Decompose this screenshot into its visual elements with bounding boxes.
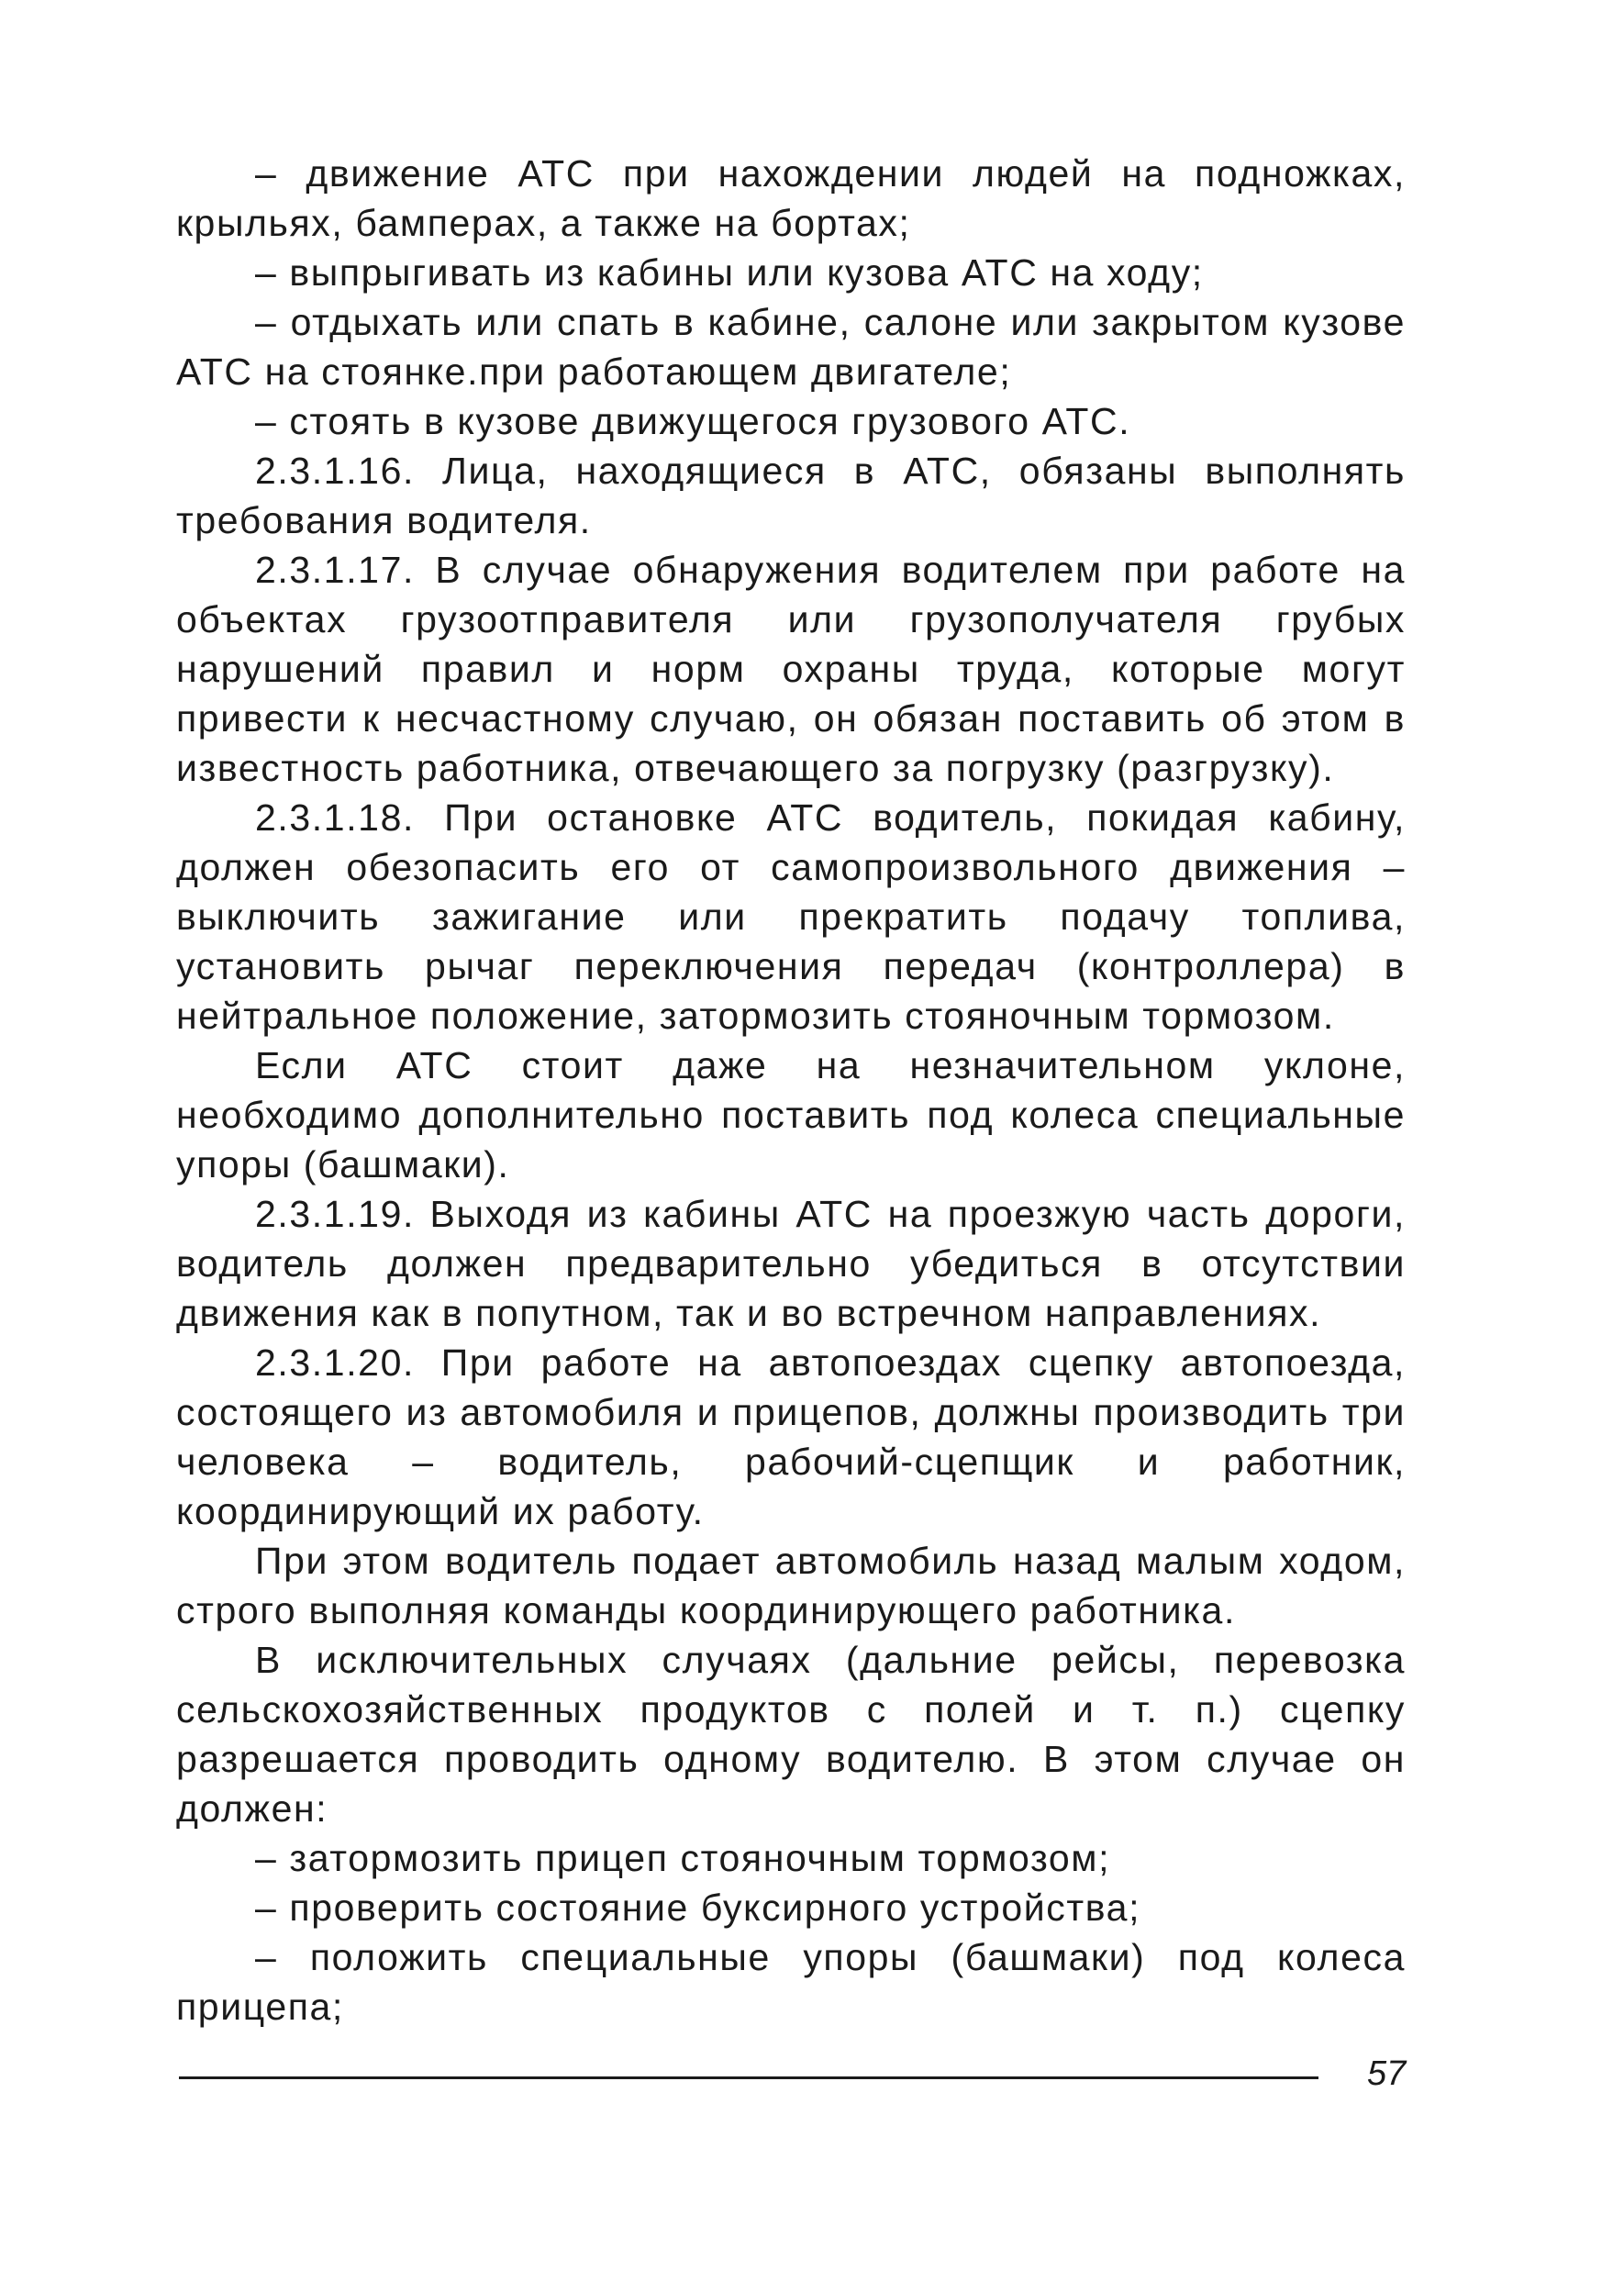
paragraph-15: – положить специальные упоры (башмаки) под колеса прицепа;	[176, 1936, 1406, 2028]
paragraph-5: 2.3.1.16. Лица, находящиеся в АТС, обязаны выполнять требования водителя.	[176, 450, 1406, 541]
paragraph-9: 2.3.1.19. Выходя из кабины АТС на проезжую часть дороги, водитель должен предварительно убедиться в отсутствии движения как в попутном, так и во встречном направлениях.	[176, 1193, 1406, 1334]
paragraph-7: 2.3.1.18. При остановке АТС водитель, покидая кабину, должен обезопасить его от самопроизвольного движения – выключить зажигание или прекратить подачу топлива, установить рычаг переключения передач (контроллера) в нейтральное положение, затормозить стояночным тормозом.	[176, 796, 1406, 1037]
paragraph-14: – проверить состояние буксирного устройства;	[255, 1887, 1141, 1929]
paragraph-13: – затормозить прицеп стояночным тормозом;	[255, 1837, 1111, 1879]
paragraph-1: – движение АТС при нахождении людей на подножках, крыльях, бамперах, а также на бортах;	[176, 152, 1406, 244]
footer-rule	[179, 2076, 1318, 2079]
page-number: 57	[1367, 2054, 1407, 2093]
body-text	[176, 149, 1406, 2031]
paragraph-3: – отдыхать или спать в кабине, салоне или закрытом кузове АТС на стоянке.при работающем двигателе;	[176, 301, 1406, 393]
paragraph-11: При этом водитель подает автомобиль назад малым ходом, строго выполняя команды координирующего работника.	[176, 1540, 1406, 1631]
paragraph-8: Если АТС стоит даже на незначительном уклоне, необходимо дополнительно поставить под колеса специальные упоры (башмаки).	[176, 1044, 1406, 1185]
paragraph-12: В исключительных случаях (дальние рейсы, перевозка сельскохозяйственных продуктов с полей и т. п.) сцепку разрешается проводить одному водителю. В этом случае он должен:	[176, 1639, 1406, 1830]
paragraph-2: – выпрыгивать из кабины или кузова АТС на ходу;	[255, 251, 1204, 294]
paragraph-10: 2.3.1.20. При работе на автопоездах сцепку автопоезда, состоящего из автомобиля и прицепов, должны производить три человека – водитель, рабочий-сцепщик и работник, координирующий их работу.	[176, 1341, 1406, 1532]
paragraph-4: – стоять в кузове движущегося грузового АТС.	[255, 400, 1131, 442]
paragraph-6: 2.3.1.17. В случае обнаружения водителем при работе на объектах грузоотправителя или грузополучателя грубых нарушений правил и норм охраны труда, которые могут привести к несчастному случаю, он обязан поставить об этом в известность работника, отвечающего за погрузку (разгрузку).	[176, 549, 1406, 789]
